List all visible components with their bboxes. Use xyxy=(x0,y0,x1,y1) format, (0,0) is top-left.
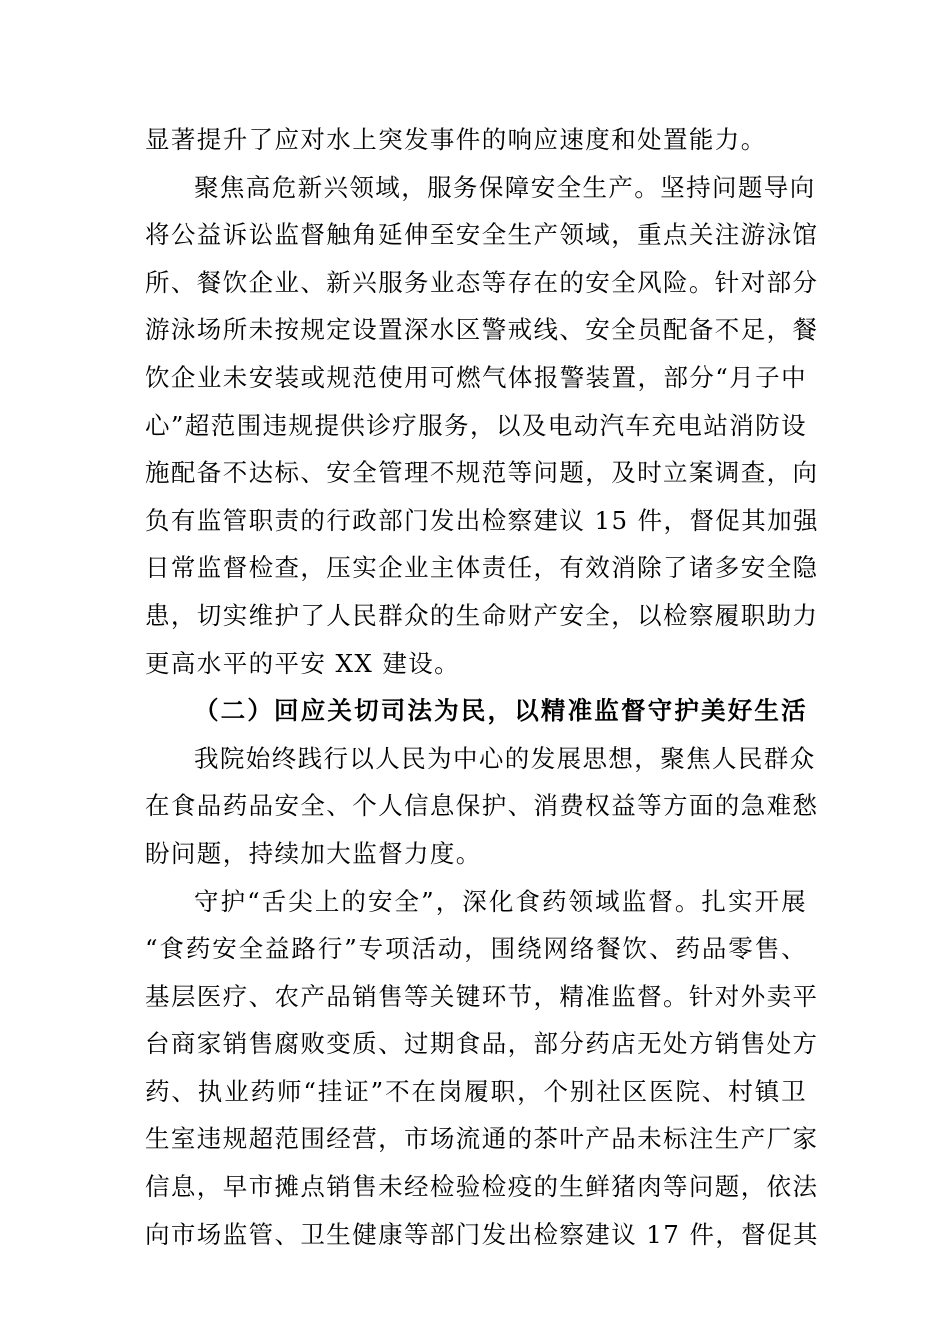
text-line-1: 显著提升了应对水上突发事件的响应速度和处置能力。 xyxy=(145,125,767,154)
section-heading: （二）回应关切司法为民，以精准监督守护美好生活 xyxy=(194,696,807,726)
text-line-7: 心”超范围违规提供诊疗服务，以及电动汽车充电站消防设 xyxy=(145,410,807,440)
text-line-3: 将公益诉讼监督触角延伸至安全生产领域，重点关注游泳馆 xyxy=(145,220,819,250)
text-line-22: 生室违规超范围经营，市场流通的茶叶产品未标注生产厂家 xyxy=(145,1124,819,1154)
text-line-14: 我院始终践行以人民为中心的发展思想，聚焦人民群众 xyxy=(194,743,816,773)
text-line-18: “食药安全益路行”专项活动，围绕网络餐饮、药品零售、 xyxy=(145,934,807,964)
text-line-9: 负有监管职责的行政部门发出检察建议 15 件，督促其加强 xyxy=(145,505,819,535)
text-line-8: 施配备不达标、安全管理不规范等问题，及时立案调查，向 xyxy=(145,458,819,488)
text-line-4: 所、餐饮企业、新兴服务业态等存在的安全风险。针对部分 xyxy=(145,267,819,297)
text-line-19: 基层医疗、农产品销售等关键环节，精准监督。针对外卖平 xyxy=(145,981,819,1011)
text-line-24: 向市场监管、卫生健康等部门发出检察建议 17 件，督促其 xyxy=(145,1219,819,1249)
text-line-5: 游泳场所未按规定设置深水区警戒线、安全员配备不足，餐 xyxy=(145,315,819,345)
text-line-16: 盼问题，持续加大监督力度。 xyxy=(145,838,482,868)
text-line-21: 药、执业药师“挂证”不在岗履职，个别社区医院、村镇卫 xyxy=(145,1076,807,1106)
text-line-6: 饮企业未安装或规范使用可燃气体报警装置，部分“月子中 xyxy=(145,362,807,392)
text-line-15: 在食品药品安全、个人信息保护、消费权益等方面的急难愁 xyxy=(145,791,819,821)
text-line-10: 日常监督检查，压实企业主体责任，有效消除了诸多安全隐 xyxy=(145,553,819,583)
text-line-20: 台商家销售腐败变质、过期食品，部分药店无处方销售处方 xyxy=(145,1029,819,1059)
text-line-11: 患，切实维护了人民群众的生命财产安全，以检察履职助力 xyxy=(145,600,819,630)
text-line-2: 聚焦高危新兴领域，服务保障安全生产。坚持问题导向 xyxy=(194,172,816,202)
document-body xyxy=(145,116,819,1258)
text-line-12: 更高水平的平安 XX 建设。 xyxy=(145,648,461,678)
text-line-23: 信息，早市摊点销售未经检验检疫的生鲜猪肉等问题，依法 xyxy=(145,1172,819,1202)
text-line-17: 守护“舌尖上的安全”，深化食药领域监督。扎实开展 xyxy=(194,886,807,916)
